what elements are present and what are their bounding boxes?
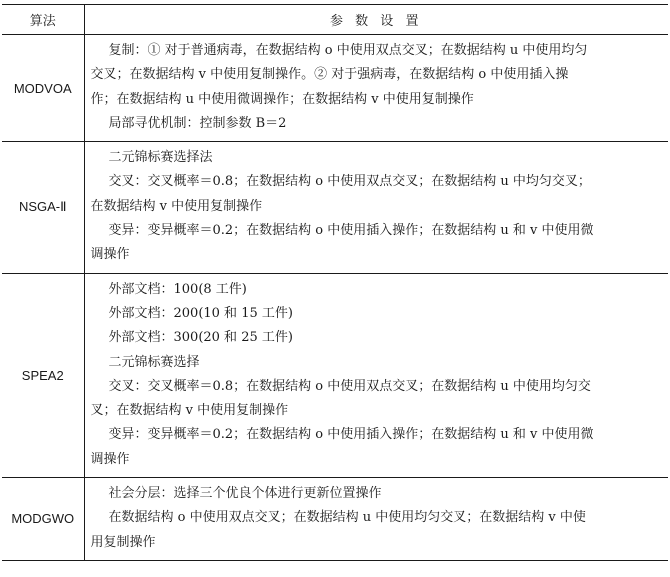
parameter-line: 局部寻优机制：控制参数 B＝2 <box>108 115 287 131</box>
header-algorithm: 算法 <box>2 5 84 35</box>
parameter-settings <box>84 478 668 561</box>
parameter-item <box>91 278 665 302</box>
algorithm-name: MODGWO <box>2 478 84 561</box>
parameter-line: 变异：变异概率＝0.2；在数据结构 o 中使用插入操作；在数据结构 u 和 v 中使用微 <box>108 427 594 443</box>
parameter-line: 调操作 <box>90 247 130 263</box>
parameter-item <box>91 482 665 506</box>
parameter-settings <box>84 35 668 142</box>
parameter-line: 二元锦标赛选择法 <box>108 150 213 166</box>
parameter-line: 作；在数据结构 u 中使用微调操作；在数据结构 v 中使用复制操作 <box>90 91 474 107</box>
parameter-item <box>91 112 665 136</box>
table-row <box>2 35 668 142</box>
parameter-settings <box>84 142 668 273</box>
parameter-item <box>91 219 665 268</box>
parameter-line: 二元锦标赛选择 <box>108 354 200 370</box>
parameter-item <box>91 146 665 170</box>
parameter-line: 调操作 <box>90 451 130 467</box>
parameter-line: 叉；在数据结构 v 中使用复制操作 <box>90 403 289 419</box>
parameter-line: 外部文档：200(10 和 15 工件) <box>108 305 293 321</box>
table-header-row <box>2 5 668 35</box>
parameter-line: 在数据结构 v 中使用复制操作 <box>90 198 263 214</box>
parameter-line: 社会分层：选择三个优良个体进行更新位置操作 <box>108 486 382 502</box>
algorithm-name: SPEA2 <box>2 273 84 477</box>
parameter-item <box>91 423 665 472</box>
parameter-settings <box>84 273 668 477</box>
table-body <box>2 35 668 561</box>
parameter-line: 变异：变异概率＝0.2；在数据结构 o 中使用插入操作；在数据结构 u 和 v 中使用微 <box>108 223 594 239</box>
algorithm-name: NSGA-Ⅱ <box>2 142 84 273</box>
parameter-line: 外部文档：300(20 和 25 工件) <box>108 330 293 346</box>
parameter-item <box>91 375 665 424</box>
parameter-line: 交叉：交叉概率＝0.8；在数据结构 o 中使用双点交叉；在数据结构 u 中使用均匀交 <box>108 378 591 394</box>
parameter-line: 用复制操作 <box>90 534 156 550</box>
parameter-item <box>91 326 665 350</box>
parameter-line: 在数据结构 o 中使用双点交叉；在数据结构 u 中使用均匀交叉；在数据结构 v 中使 <box>108 510 586 526</box>
table-row <box>2 478 668 561</box>
table-row <box>2 142 668 273</box>
parameter-settings-table <box>2 4 668 561</box>
header-parameter-settings: 参 数 设 置 <box>84 5 668 35</box>
parameter-line: 交叉：交叉概率＝0.8；在数据结构 o 中使用双点交叉；在数据结构 u 中均匀交叉； <box>108 174 591 190</box>
algorithm-name: MODVOA <box>2 35 84 142</box>
parameter-item <box>91 351 665 375</box>
parameter-item <box>91 39 665 112</box>
parameter-item <box>91 506 665 555</box>
parameter-line: 复制：① 对于普通病毒，在数据结构 o 中使用双点交叉；在数据结构 u 中使用均匀 <box>108 43 588 58</box>
table-row <box>2 273 668 477</box>
parameter-item <box>91 170 665 219</box>
parameter-item <box>91 302 665 326</box>
parameter-line: 交叉；在数据结构 v 中使用复制操作。② 对于强病毒，在数据结构 o 中使用插入操 <box>90 67 569 83</box>
parameter-line: 外部文档：100(8 工件) <box>108 281 247 297</box>
